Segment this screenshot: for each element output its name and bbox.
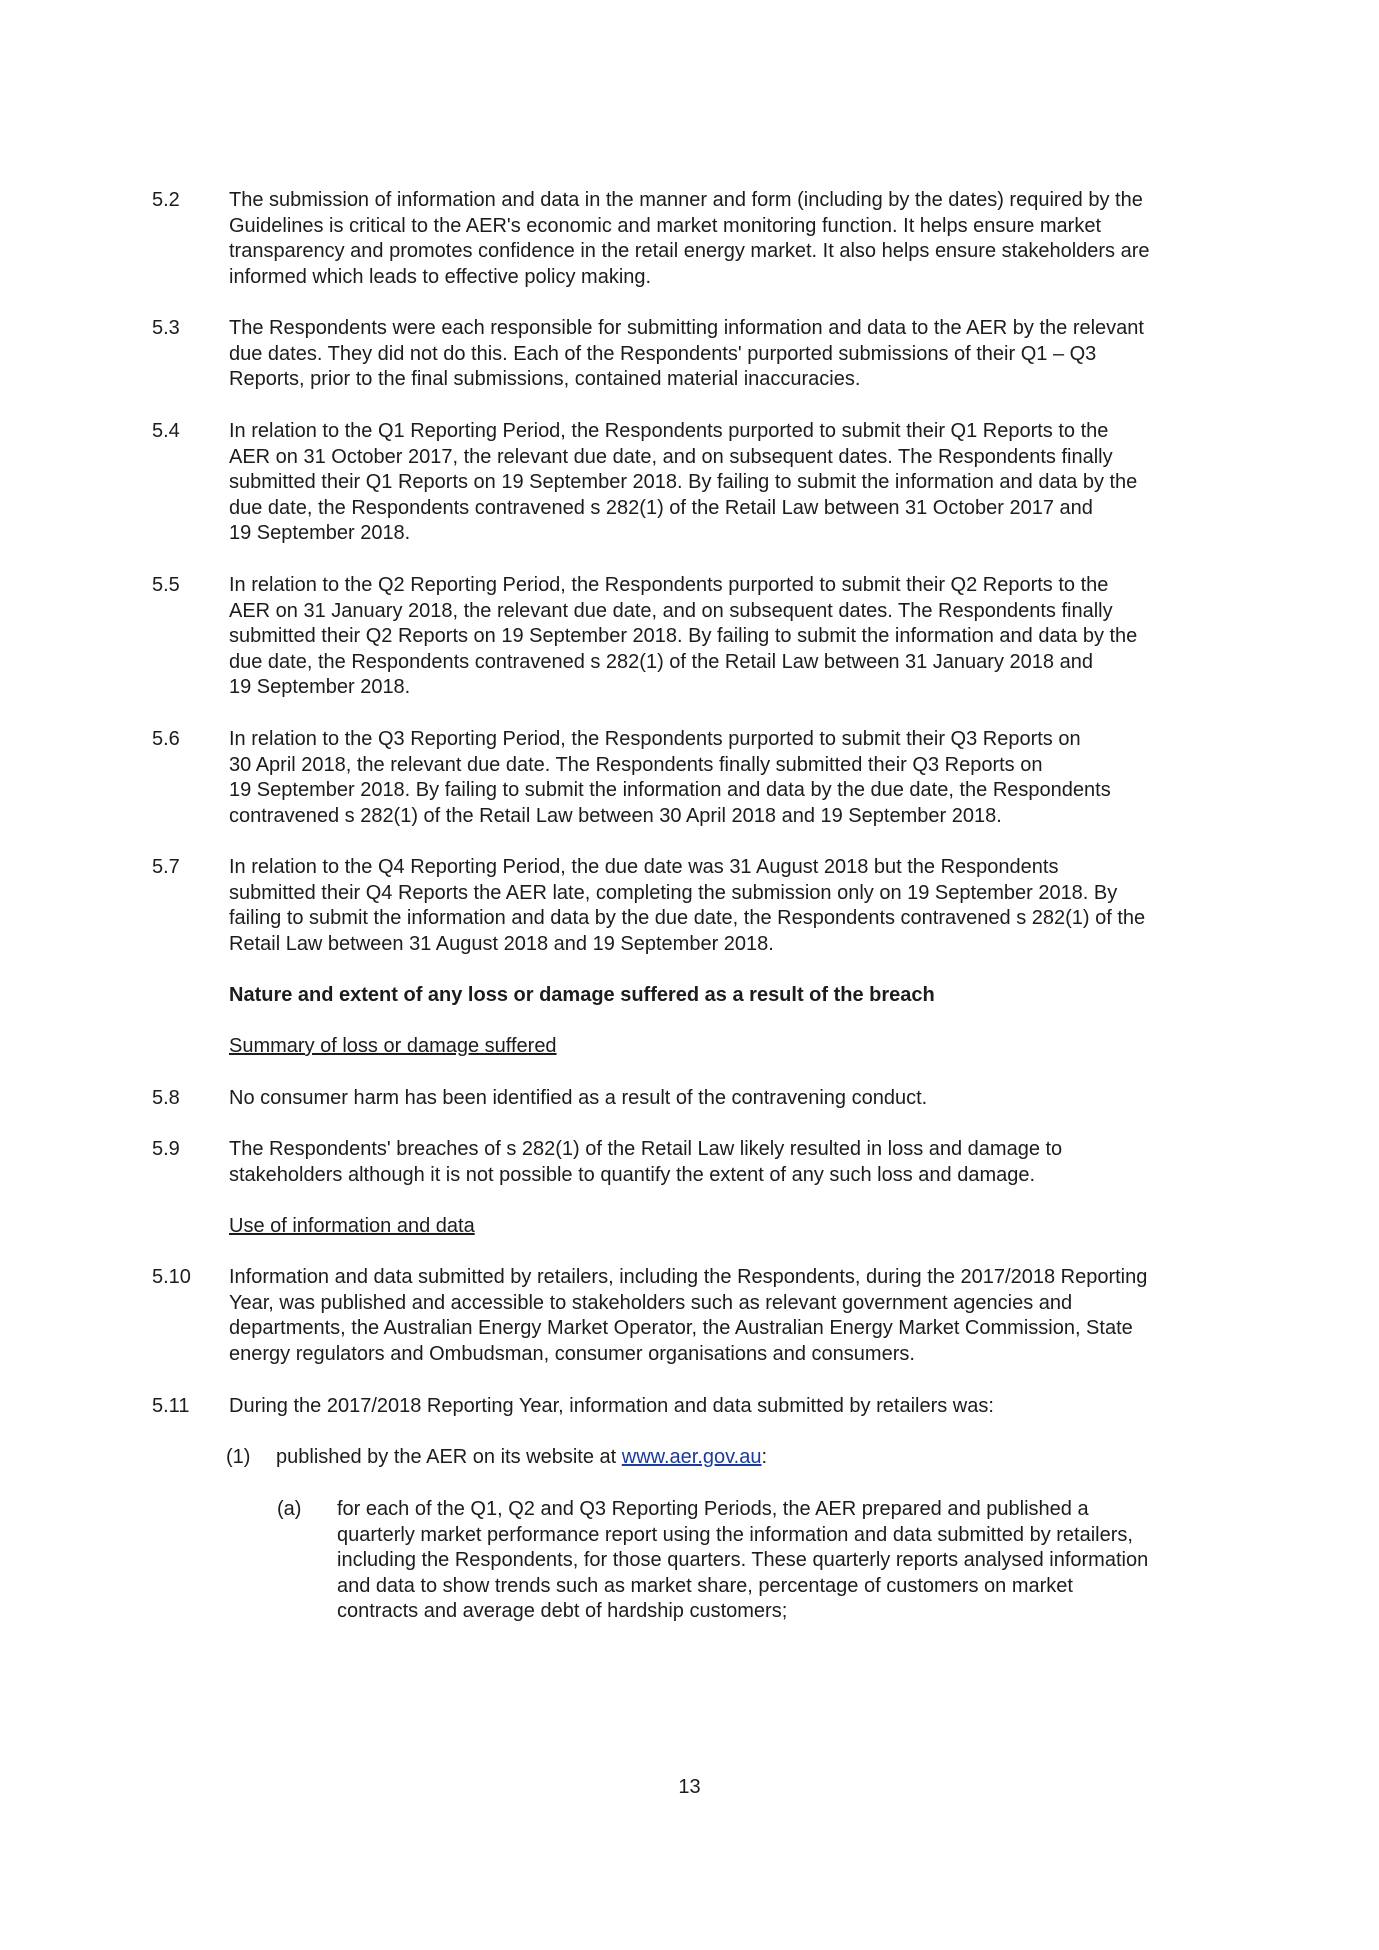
- list-item-line: for each of the Q1, Q2 and Q3 Reporting Periods, the AER prepared and published a: [337, 1498, 1089, 1520]
- list-item-line: including the Respondents, for those quarters. These quarterly reports analysed information: [337, 1549, 1149, 1572]
- paragraph-number: 5.6: [152, 728, 180, 750]
- paragraph-line: Retail Law between 31 August 2018 and 19 September 2018.: [229, 932, 774, 955]
- paragraph-line: 19 September 2018.: [229, 676, 411, 699]
- paragraph-line: The submission of information and data in the manner and form (including by the dates) required by the: [229, 189, 1143, 211]
- page-number: 13: [678, 1776, 701, 1798]
- paragraph-line: Year, was published and accessible to stakeholders such as relevant government agencies and: [229, 1291, 1073, 1314]
- paragraph-number: 5.7: [152, 856, 180, 878]
- paragraph-line: 30 April 2018, the relevant due date. The Respondents finally submitted their Q3 Reports on: [229, 753, 1043, 776]
- paragraph-line: AER on 31 January 2018, the relevant due date, and on subsequent dates. The Respondents finally: [229, 599, 1113, 622]
- paragraph-line: In relation to the Q1 Reporting Period, the Respondents purported to submit their Q1 Reports to the: [229, 420, 1109, 442]
- paragraph-line: Guidelines is critical to the AER's economic and market monitoring function. It helps ensure market: [229, 214, 1102, 237]
- paragraph-line: 19 September 2018.: [229, 522, 411, 545]
- paragraph-line: Reports, prior to the final submissions, contained material inaccuracies.: [229, 368, 861, 391]
- paragraph-number: 5.9: [152, 1138, 180, 1160]
- list-item-line: contracts and average debt of hardship customers;: [337, 1600, 788, 1623]
- paragraph-line: 19 September 2018. By failing to submit the information and data by the due date, the Respondents: [229, 779, 1111, 802]
- paragraph-line: submitted their Q1 Reports on 19 September 2018. By failing to submit the information and data by the: [229, 471, 1138, 494]
- list-item-suffix: :: [761, 1446, 768, 1468]
- list-item-prefix: published by the AER on its website at: [276, 1446, 622, 1468]
- paragraph-line: submitted their Q4 Reports the AER late, completing the submission only on 19 September 2018. By: [229, 881, 1118, 904]
- paragraph-line: During the 2017/2018 Reporting Year, information and data submitted by retailers was:: [229, 1395, 994, 1417]
- list-item-text: [276, 1445, 1266, 1471]
- subheading-summary-of-loss: Summary of loss or damage suffered: [229, 1035, 557, 1057]
- paragraph-line: due date, the Respondents contravened s 282(1) of the Retail Law between 31 January 2018 and: [229, 650, 1093, 673]
- paragraph-line: Information and data submitted by retailers, including the Respondents, during the 2017/2018 Reporting: [229, 1266, 1148, 1288]
- paragraph-number: 5.3: [152, 317, 180, 339]
- paragraph-line: The Respondents' breaches of s 282(1) of the Retail Law likely resulted in loss and damage to: [229, 1138, 1063, 1160]
- paragraph-line: The Respondents were each responsible for submitting information and data to the AER by the relevant: [229, 317, 1144, 339]
- paragraph-line: energy regulators and Ombudsman, consumer organisations and consumers.: [229, 1342, 915, 1365]
- paragraph-number: 5.5: [152, 574, 180, 596]
- list-item-line: quarterly market performance report using the information and data submitted by retailers,: [337, 1523, 1133, 1546]
- paragraph-line: In relation to the Q4 Reporting Period, the due date was 31 August 2018 but the Respondents: [229, 856, 1059, 878]
- paragraph-line: due date, the Respondents contravened s 282(1) of the Retail Law between 31 October 2017 and: [229, 496, 1093, 519]
- list-item-number: (1): [226, 1446, 251, 1468]
- paragraph-number: 5.8: [152, 1087, 180, 1109]
- paragraph-line: No consumer harm has been identified as a result of the contravening conduct.: [229, 1087, 928, 1109]
- paragraph-line: submitted their Q2 Reports on 19 September 2018. By failing to submit the information and data by the: [229, 625, 1138, 648]
- paragraph-number: 5.11: [152, 1395, 190, 1417]
- paragraph-number: 5.10: [152, 1266, 191, 1288]
- paragraph-number: 5.2: [152, 189, 180, 211]
- paragraph-line: departments, the Australian Energy Market Operator, the Australian Energy Market Commission, State: [229, 1317, 1133, 1340]
- paragraph-line: In relation to the Q3 Reporting Period, the Respondents purported to submit their Q3 Reports on: [229, 728, 1081, 750]
- subheading-use-of-information: Use of information and data: [229, 1215, 475, 1237]
- paragraph-line: due dates. They did not do this. Each of the Respondents' purported submissions of their Q1 – Q3: [229, 342, 1097, 365]
- paragraph-line: stakeholders although it is not possible to quantify the extent of any such loss and damage.: [229, 1163, 1036, 1186]
- aer-website-link[interactable]: www.aer.gov.au: [621, 1446, 762, 1468]
- paragraph-line: informed which leads to effective policy making.: [229, 265, 652, 288]
- list-item-line: and data to show trends such as market share, percentage of customers on market: [337, 1574, 1073, 1597]
- paragraph-number: 5.4: [152, 420, 180, 442]
- paragraph-line: contravened s 282(1) of the Retail Law between 30 April 2018 and 19 September 2018.: [229, 804, 1002, 827]
- list-item-letter: (a): [277, 1498, 302, 1520]
- section-heading: Nature and extent of any loss or damage suffered as a result of the breach: [229, 984, 935, 1006]
- paragraph-line: failing to submit the information and data by the due date, the Respondents contravened s 282(1) of the: [229, 907, 1146, 930]
- paragraph-line: transparency and promotes confidence in the retail energy market. It also helps ensure stakeholders are: [229, 240, 1150, 263]
- paragraph-line: AER on 31 October 2017, the relevant due date, and on subsequent dates. The Respondents finally: [229, 445, 1113, 468]
- paragraph-line: In relation to the Q2 Reporting Period, the Respondents purported to submit their Q2 Reports to the: [229, 574, 1109, 596]
